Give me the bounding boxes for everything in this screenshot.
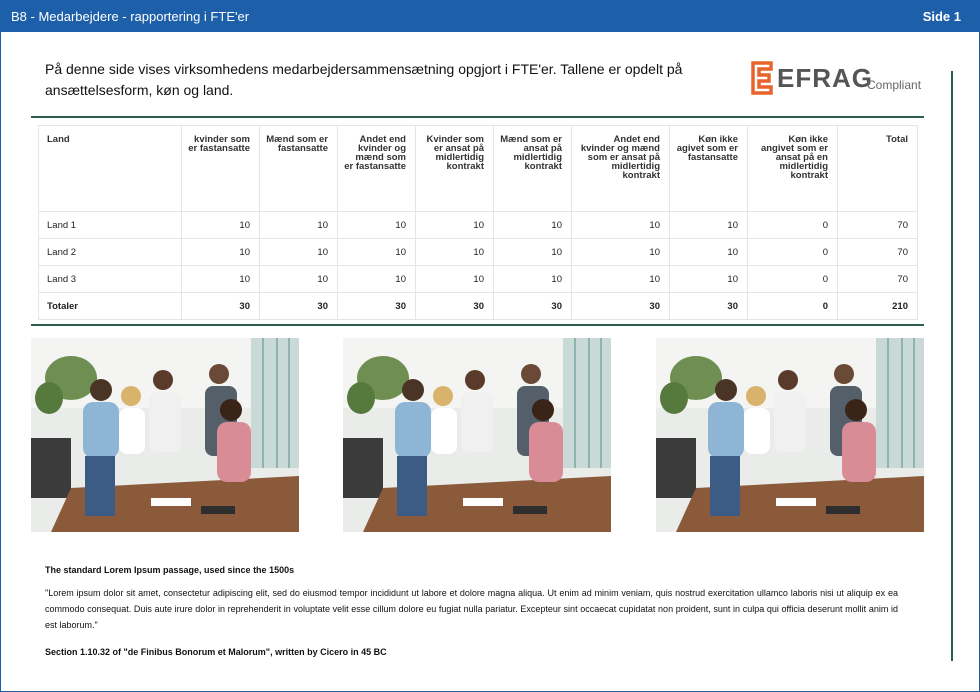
table-cell: 10 bbox=[572, 212, 670, 239]
table-cell: 10 bbox=[416, 266, 494, 293]
table-cell: 10 bbox=[494, 266, 572, 293]
table-divider bbox=[31, 324, 924, 326]
column-header: Total bbox=[838, 126, 918, 212]
table-row bbox=[39, 212, 918, 239]
table-cell: Land 1 bbox=[39, 212, 182, 239]
table-cell: Land 3 bbox=[39, 266, 182, 293]
table-row bbox=[39, 266, 918, 293]
team-meeting-photo bbox=[656, 338, 924, 532]
table-cell: 30 bbox=[494, 293, 572, 320]
top-divider bbox=[31, 116, 924, 118]
title-bar bbox=[1, 1, 979, 32]
table-row bbox=[39, 239, 918, 266]
report-title: B8 - Medarbejdere - rapportering i FTE'er bbox=[11, 9, 250, 24]
column-header: Land bbox=[39, 126, 182, 212]
table-cell: 10 bbox=[182, 239, 260, 266]
page-number: Side 1 bbox=[922, 9, 961, 24]
right-divider bbox=[951, 71, 953, 661]
column-header: Andet end kvinder og mænd som er fastansatte bbox=[338, 126, 416, 212]
logo-tag: Compliant bbox=[867, 78, 922, 92]
table-cell: 0 bbox=[748, 212, 838, 239]
table-cell: 10 bbox=[182, 266, 260, 293]
table-cell: 10 bbox=[182, 212, 260, 239]
column-header: Andet end kvinder og mænd som er ansat på midlertidig kontrakt bbox=[572, 126, 670, 212]
table-cell: 30 bbox=[572, 293, 670, 320]
intro-text: På denne side vises virksomhedens medarbejdersammensætning opgjort i FTE'er. Tallene er opdelt på ansættelsesform, køn og land. bbox=[45, 61, 683, 98]
totals-row bbox=[39, 293, 918, 320]
table-cell: 10 bbox=[572, 239, 670, 266]
table-cell: 10 bbox=[338, 239, 416, 266]
lorem-paragraph: "Lorem ipsum dolor sit amet, consectetur adipiscing elit, sed do eiusmod tempor incididunt ut labore et dolore magna aliqua. Ut enim ad minim veniam, quis nostrud exercitation ullamco laboris nisi ut aliquip ex ea commodo consequat. Duis aute irure dolor in reprehenderit in voluptate velit esse cillum dolore eu fugiat nulla pariatur. Excepteur sint occaecat cupidatat non proident, sunt in culpa qui officia deserunt mollit anim id est laborum." bbox=[45, 588, 898, 630]
table-cell: 70 bbox=[838, 266, 918, 293]
team-meeting-photo bbox=[31, 338, 299, 532]
table-cell: 10 bbox=[494, 239, 572, 266]
table-cell: 0 bbox=[748, 266, 838, 293]
column-header: Mænd som er ansat på midlertidig kontrakt bbox=[494, 126, 572, 212]
table-cell: 10 bbox=[416, 239, 494, 266]
table-cell: 10 bbox=[670, 266, 748, 293]
table-cell: 10 bbox=[260, 239, 338, 266]
table-cell: 30 bbox=[416, 293, 494, 320]
caption-section: Section 1.10.32 of "de Finibus Bonorum et Malorum", written by Cicero in 45 BC bbox=[45, 647, 387, 657]
column-header: Mænd som er fastansatte bbox=[260, 126, 338, 212]
table-cell: Totaler bbox=[39, 293, 182, 320]
table-cell: 30 bbox=[182, 293, 260, 320]
table-cell: 30 bbox=[260, 293, 338, 320]
team-meeting-photo bbox=[343, 338, 611, 532]
table-cell: 70 bbox=[838, 239, 918, 266]
table-cell: 10 bbox=[494, 212, 572, 239]
table-cell: 70 bbox=[838, 212, 918, 239]
table-cell: 10 bbox=[572, 266, 670, 293]
column-header: Køn ikke agivet som er fastansatte bbox=[670, 126, 748, 212]
table-header-row bbox=[39, 126, 918, 212]
table-cell: 0 bbox=[748, 239, 838, 266]
table-cell: 10 bbox=[260, 266, 338, 293]
efrag-logo-mark bbox=[749, 61, 773, 95]
table-cell: 30 bbox=[670, 293, 748, 320]
table-cell: 10 bbox=[416, 212, 494, 239]
table-cell: 10 bbox=[338, 266, 416, 293]
table-cell: 0 bbox=[748, 293, 838, 320]
efrag-logo bbox=[749, 61, 922, 97]
table-cell: 10 bbox=[670, 212, 748, 239]
table-cell: 10 bbox=[338, 212, 416, 239]
column-header: Køn ikke angivet som er ansat på en midlertidig kontrakt bbox=[748, 126, 838, 212]
fte-table bbox=[38, 125, 918, 320]
table-cell: 210 bbox=[838, 293, 918, 320]
caption-title: The standard Lorem Ipsum passage, used since the 1500s bbox=[45, 565, 295, 575]
table-cell: 10 bbox=[260, 212, 338, 239]
table-cell: Land 2 bbox=[39, 239, 182, 266]
column-header: Kvinder som er ansat på midlertidig kontrakt bbox=[416, 126, 494, 212]
column-header: kvinder som er fastansatte bbox=[182, 126, 260, 212]
table-cell: 10 bbox=[670, 239, 748, 266]
logo-word: EFRAG bbox=[777, 63, 873, 93]
table-cell: 30 bbox=[338, 293, 416, 320]
